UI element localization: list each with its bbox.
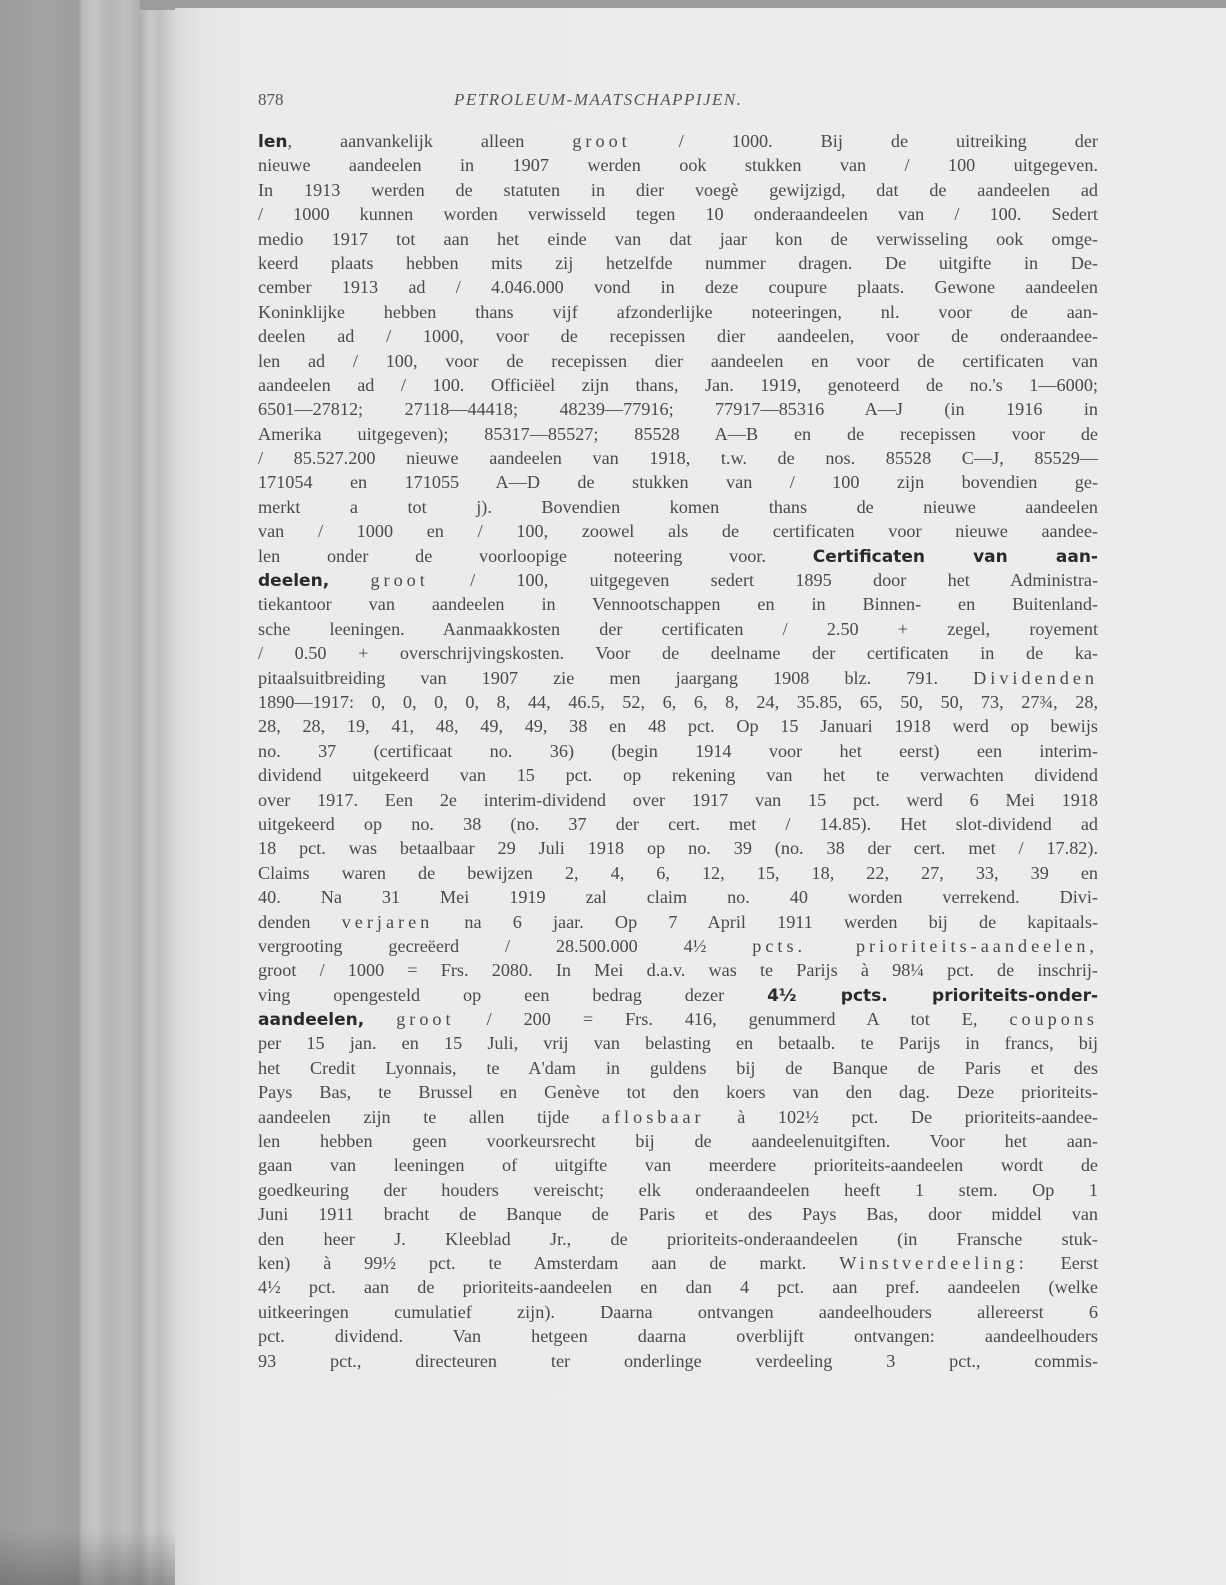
text-line [258, 666, 1098, 690]
text-run: aandeelen ad / 100. Officiëel zijn thans, Jan. 1919, genoteerd de no.'s 1—6000; [258, 374, 1098, 395]
spaced-emphasis-run: groot [572, 131, 631, 151]
text-run: 40. Na 31 Mei 1919 zal claim no. 40 worden verrekend. Divi- [258, 887, 1098, 908]
text-run: Pays Bas, te Brussel en Genève tot den koers van den dag. Deze prioriteits- [258, 1082, 1098, 1103]
spaced-emphasis-run: coupons [1009, 1009, 1099, 1030]
running-title: PETROLEUM-MAATSCHAPPIJEN. [454, 90, 743, 109]
text-line [258, 934, 1098, 958]
text-line [258, 422, 1098, 446]
text-run: 6501—27812; 27118—44418; 48239—77916; 77917—85316 A—J (in 1916 in [258, 399, 1098, 420]
text-line [258, 129, 1098, 153]
text-line [258, 739, 1098, 763]
text-line [258, 812, 1098, 836]
text-run: na 6 jaar. Op 7 April 1911 werden bij de kapitaals- [433, 911, 1098, 932]
text-line [258, 1153, 1098, 1177]
text-line [258, 202, 1098, 226]
bold-heading-run: 4½ pcts. prioriteits-onder- [767, 985, 1099, 1006]
text-line [258, 1080, 1098, 1104]
text-run: dividend uitgekeerd van 15 pct. op rekening van het te verwachten dividend [258, 765, 1098, 786]
bold-heading-run: Certificaten van aan- [812, 546, 1098, 567]
text-run: len hebben geen voorkeursrecht bij de aandeelenuitgiften. Voor het aan- [258, 1131, 1098, 1152]
text-run: gaan van leeningen of uitgifte van meerdere prioriteits-aandeelen wordt de [258, 1155, 1098, 1176]
bold-heading-run: deelen, [258, 571, 330, 592]
text-line [258, 1227, 1098, 1251]
body-text [258, 129, 1098, 1373]
text-line [258, 1007, 1098, 1031]
text-run: Amerika uitgegeven); 85317—85527; 85528 A—B en de recepissen voor de [258, 423, 1098, 444]
text-run: uitgekeerd op no. 38 (no. 37 der cert. met / 14.85). Het slot-dividend ad [258, 813, 1098, 834]
text-run: Claims waren de bewijzen 2, 4, 6, 12, 15, 18, 22, 27, 33, 39 en [258, 862, 1098, 883]
text-line [258, 1031, 1098, 1055]
text-line [258, 1251, 1098, 1275]
text-run: à 102½ pct. De prioriteits-aandee- [704, 1106, 1099, 1127]
text-line [258, 958, 1098, 982]
text-run: , aanvankelijk alleen [287, 131, 573, 151]
spaced-emphasis-run: aflosbaar [601, 1106, 705, 1127]
text-run: denden [258, 911, 342, 932]
text-run: pitaalsuitbreiding van 1907 zie men jaargang 1908 blz. 791. [258, 667, 974, 688]
spaced-emphasis-run: groot [396, 1009, 455, 1030]
text-line [258, 568, 1098, 592]
text-run: uitkeeringen cumulatief zijn). Daarna ontvangen aandeelhouders allereerst 6 [258, 1301, 1098, 1322]
text-run: / 1000. Bij de uitreiking der [630, 131, 1098, 151]
text-run: len ad / 100, voor de recepissen dier aandeelen en voor de certificaten van [258, 350, 1098, 371]
text-line [258, 714, 1098, 738]
text-line [258, 592, 1098, 616]
text-line [258, 861, 1098, 885]
bold-heading-run: aandeelen, [258, 1010, 365, 1031]
text-line [258, 788, 1098, 812]
text-run: 28, 28, 19, 41, 48, 49, 49, 38 en 48 pct. Op 15 Januari 1918 werd op bewijs [258, 716, 1098, 737]
text-run: / 100, uitgegeven sedert 1895 door het Administra- [428, 570, 1098, 591]
text-run: / 1000 kunnen worden verwisseld tegen 10 onderaandeelen van / 100. Sedert [258, 204, 1098, 225]
text-run: / 200 = Frs. 416, genummerd A tot E, [454, 1009, 1010, 1030]
text-run: het Credit Lyonnais, te A'dam in guldens bij de Banque de Paris et des [258, 1057, 1098, 1078]
text-run: / 0.50 + overschrijvingskosten. Voor de deelname der certificaten in de ka- [258, 643, 1098, 664]
spaced-emphasis-run: groot [370, 570, 429, 591]
text-run [364, 1009, 396, 1029]
text-line [258, 1129, 1098, 1153]
text-line [258, 983, 1098, 1007]
spaced-emphasis-run: Winstverdeeling: [839, 1252, 1028, 1273]
text-run: cember 1913 ad / 4.046.000 vond in deze coupure plaats. Gewone aandeelen [258, 277, 1098, 298]
text-line [258, 470, 1098, 494]
text-line [258, 1300, 1098, 1324]
text-run: 1890—1917: 0, 0, 0, 0, 8, 44, 46.5, 52, 6, 6, 8, 24, 35.85, 65, 50, 50, 73, 27¾, 28, [258, 691, 1098, 712]
text-run: vergrooting gecreëerd / 28.500.000 4½ [258, 935, 753, 956]
text-run: tiekantoor van aandeelen in Vennootschappen en in Binnen- en Buitenland- [258, 594, 1098, 615]
text-run: Eerst [1027, 1252, 1098, 1273]
text-line [258, 251, 1098, 275]
text-run: 171054 en 171055 A—D de stukken van / 100 zijn bovendien ge- [258, 472, 1098, 493]
running-head [258, 90, 1098, 114]
text-run: van / 1000 en / 100, zoowel als de certificaten voor nieuwe aandee- [258, 521, 1098, 542]
text-line [258, 1202, 1098, 1226]
text-run: pct. dividend. Van hetgeen daarna overblijft ontvangen: aandeelhouders [258, 1326, 1098, 1347]
text-run: Juni 1911 bracht de Banque de Paris et des Pays Bas, door middel van [258, 1204, 1098, 1225]
text-line [258, 763, 1098, 787]
text-run: nieuwe aandeelen in 1907 werden ook stukken van / 100 uitgegeven. [258, 155, 1098, 176]
text-line [258, 397, 1098, 421]
text-run: In 1913 werden de statuten in dier voegè gewijzigd, dat de aandeelen ad [258, 179, 1098, 200]
text-run: ken) à 99½ pct. te Amsterdam aan de markt. [258, 1252, 840, 1273]
text-line [258, 446, 1098, 470]
text-line [258, 324, 1098, 348]
text-run: Koninklijke hebben thans vijf afzonderlijke noteeringen, nl. voor de aan- [258, 301, 1098, 322]
text-run: / 85.527.200 nieuwe aandeelen van 1918, t.w. de nos. 85528 C—J, 85529— [258, 448, 1098, 469]
text-run: aandeelen zijn te allen tijde [258, 1106, 602, 1127]
text-line [258, 227, 1098, 251]
text-line [258, 519, 1098, 543]
spaced-emphasis-run: verjaren [341, 911, 434, 932]
text-line [258, 1349, 1098, 1373]
text-line [258, 617, 1098, 641]
text-line [258, 836, 1098, 860]
text-run: len onder de voorloopige noteering voor. [258, 545, 813, 566]
spaced-emphasis-run: Dividenden [973, 667, 1098, 688]
text-line [258, 349, 1098, 373]
page-number: 878 [258, 90, 284, 109]
text-line [258, 495, 1098, 519]
text-line [258, 641, 1098, 665]
text-run: merkt a tot j). Bovendien komen thans de nieuwe aandeelen [258, 496, 1098, 517]
bold-heading-run: len [258, 132, 288, 152]
text-line [258, 910, 1098, 934]
text-run: medio 1917 tot aan het einde van dat jaar kon de verwisseling ook omge- [258, 228, 1098, 249]
binding-shadow [0, 1530, 180, 1585]
text-run: per 15 jan. en 15 Juli, vrij van belasting en betaalb. te Parijs in francs, bij [258, 1033, 1098, 1054]
text-line [258, 1178, 1098, 1202]
text-line [258, 275, 1098, 299]
text-line [258, 300, 1098, 324]
text-run [329, 570, 370, 590]
text-run: over 1917. Een 2e interim-dividend over 1917 van 15 pct. werd 6 Mei 1918 [258, 789, 1098, 810]
text-run: sche leeningen. Aanmaakkosten der certificaten / 2.50 + zegel, royement [258, 618, 1098, 639]
text-run: keerd plaats hebben mits zij hetzelfde nummer dragen. De uitgifte in De- [258, 252, 1098, 273]
text-run: 4½ pct. aan de prioriteits-aandeelen en dan 4 pct. aan pref. aandeelen (welke [258, 1277, 1098, 1298]
text-run: groot / 1000 = Frs. 2080. In Mei d.a.v. was te Parijs à 98¼ pct. de inschrij- [258, 960, 1098, 981]
text-line [258, 1056, 1098, 1080]
text-run: goedkeuring der houders vereischt; elk onderaandeelen heeft 1 stem. Op 1 [258, 1179, 1098, 1200]
text-run: ving opengesteld op een bedrag dezer [258, 984, 768, 1005]
text-run: no. 37 (certificaat no. 36) (begin 1914 voor het eerst) een interim- [258, 740, 1098, 761]
text-run: 18 pct. was betaalbaar 29 Juli 1918 op no. 39 (no. 38 der cert. met / 17.82). [258, 838, 1098, 859]
text-run: 93 pct., directeuren ter onderlinge verdeeling 3 pct., commis- [258, 1350, 1098, 1371]
book-binding [0, 0, 180, 1585]
text-line [258, 178, 1098, 202]
text-run: deelen ad / 1000, voor de recepissen dier aandeelen, voor de onderaandee- [258, 326, 1098, 347]
text-line [258, 153, 1098, 177]
text-line [258, 373, 1098, 397]
text-line [258, 885, 1098, 909]
text-line [258, 1275, 1098, 1299]
text-line [258, 1324, 1098, 1348]
text-run: den heer J. Kleeblad Jr., de prioriteits-onderaandeelen (in Fransche stuk- [258, 1228, 1098, 1249]
spaced-emphasis-run: pcts. prioriteits-aandeelen, [752, 935, 1098, 956]
text-line [258, 690, 1098, 714]
text-line [258, 1105, 1098, 1129]
text-line [258, 544, 1098, 568]
